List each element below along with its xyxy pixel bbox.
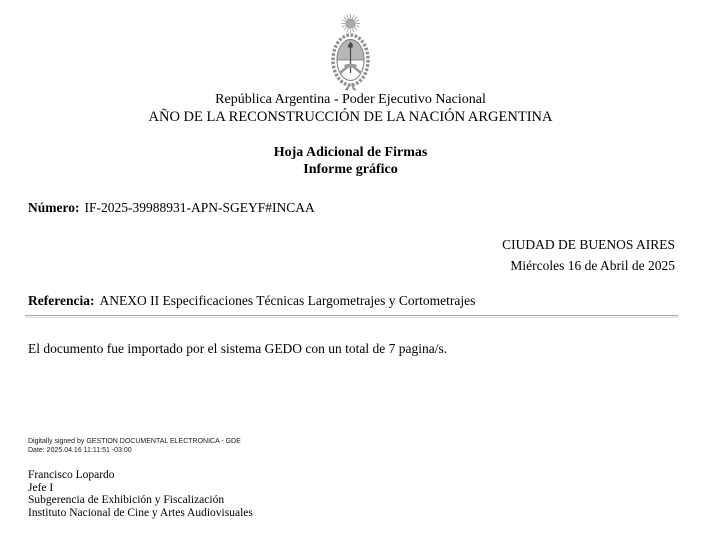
horizontal-divider <box>25 315 678 318</box>
document-number-row <box>28 200 315 216</box>
signer-organization: Instituto Nacional de Cine y Artes Audiovisuales <box>28 506 253 519</box>
digital-signature-stamp <box>28 437 241 455</box>
signer-name: Francisco Lopardo <box>28 469 115 481</box>
number-label: Número: <box>28 200 80 215</box>
reference-value: ANEXO II Especificaciones Técnicas Largometrajes y Cortometrajes <box>99 293 476 308</box>
city-line: CIUDAD DE BUENOS AIRES <box>502 237 675 252</box>
date-line: Miércoles 16 de Abril de 2025 <box>510 258 675 273</box>
document-type-title: Hoja Adicional de Firmas <box>273 145 428 160</box>
republic-line: República Argentina - Poder Ejecutivo Nacional <box>215 92 486 107</box>
import-notice: El documento fue importado por el sistema GEDO con un total de 7 pagina/s. <box>28 341 448 356</box>
document-subtype-title: Informe gráfico <box>303 162 398 177</box>
year-motto-line: AÑO DE LA RECONSTRUCCIÓN DE LA NACIÓN ARGENTINA <box>148 109 553 125</box>
signer-department: Subgerencia de Exhibición y Fiscalización <box>28 494 225 506</box>
signer-title: Jefe I <box>28 481 54 494</box>
clasped-hands <box>344 64 357 68</box>
signer-block <box>28 469 253 519</box>
sun-face <box>346 19 355 28</box>
argentina-coat-of-arms-icon <box>322 13 379 93</box>
reference-label: Referencia: <box>28 293 95 308</box>
digital-signature-line1: Digitally signed by GESTION DOCUMENTAL ELECTRONICA - GDE <box>28 438 241 445</box>
number-value: IF-2025-39988931-APN-SGEYF#INCAA <box>84 200 315 215</box>
reference-row <box>28 293 475 309</box>
digital-signature-line2: Date: 2025.04.16 11:11:51 -03:00 <box>28 447 132 454</box>
